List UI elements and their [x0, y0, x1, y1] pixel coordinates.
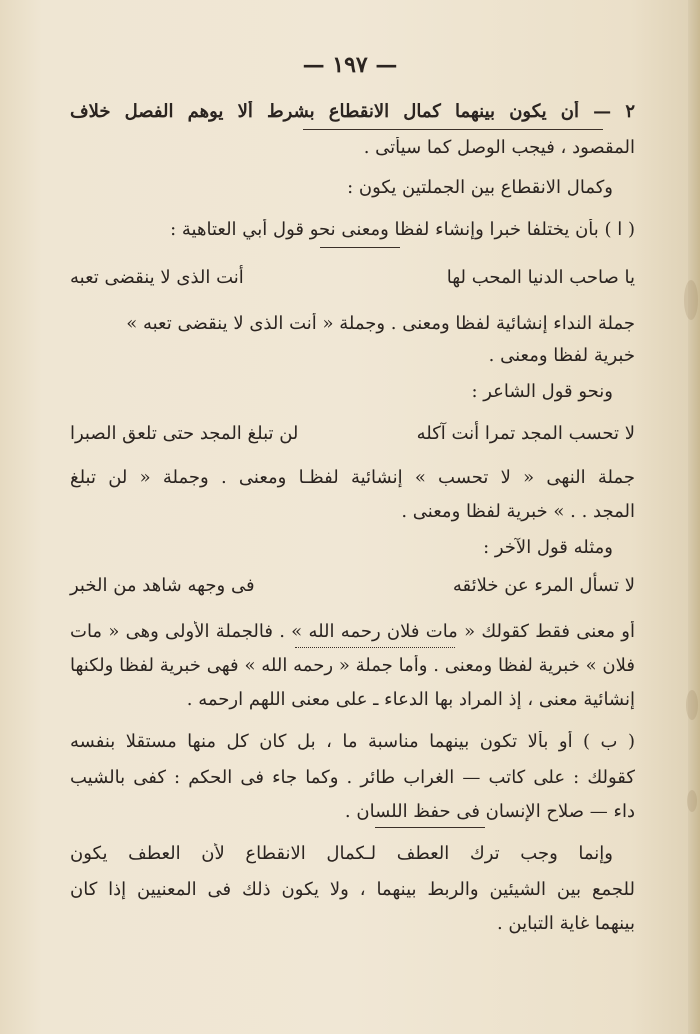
verse-line: [70, 575, 635, 596]
verse-first-hemistich: يا صاحب الدنيا المحب لها: [446, 267, 635, 288]
verse-line: [70, 423, 635, 444]
text-line: ونحو قول الشاعر :: [471, 381, 613, 402]
verse-second-hemistich: فى وجهه شاهد من الخبر: [70, 575, 255, 596]
underline-mark: [375, 827, 485, 828]
text-line: إنشائية معنى ، إذ المراد بها الدعاء ـ على معنى اللهم ارحمه .: [186, 689, 635, 710]
text-line: جملة النهى « لا تحسب » إنشائية لفظـا ومعنى . وجملة « لن تبلغ: [70, 467, 635, 488]
dotted-underline-mark: [295, 647, 455, 648]
verse-second-hemistich: لن تبلغ المجد حتى تلعق الصبرا: [70, 423, 299, 444]
text-line: داء — صلاح الإنسان فى حفظ اللسان .: [344, 801, 635, 822]
text-line: ( ا ) بأن يختلفا خبرا وإنشاء لفظا ومعنى نحو قول أبي العتاهية :: [170, 219, 635, 240]
verse-first-hemistich: لا تسأل المرء عن خلائقه: [452, 575, 635, 596]
text-line: وكمال الانقطاع بين الجملتين يكون :: [347, 177, 613, 198]
page-edge: [688, 0, 700, 1034]
text-line: ( ب ) أو بألا تكون بينهما مناسبة ما ، بل كان كل منها مستقلا بنفسه: [70, 731, 635, 752]
text-line: المجد . . » خبرية لفظا ومعنى .: [401, 501, 635, 522]
text-line: كقولك : على كاتب — الغراب طائر . وكما جاء فى الحكم : كفى بالشيب: [70, 767, 635, 788]
text-line: للجمع بين الشيئين والربط بينهما ، ولا يكون ذلك فى المعنيين إذا كان: [70, 879, 635, 900]
text-line: ومثله قول الآخر :: [483, 537, 613, 558]
paper-stain: [687, 790, 697, 812]
underline-mark: [303, 129, 603, 130]
text-line: خبرية لفظا ومعنى .: [488, 345, 635, 366]
text-line: ٢ — أن يكون بينهما كمال الانقطاع بشرط ألا يوهم الفصل خلاف: [70, 101, 635, 122]
paper-stain: [684, 280, 698, 320]
text-line: بينهما غاية التباين .: [496, 913, 635, 934]
verse-second-hemistich: أنت الذى لا ينقضى تعبه: [70, 267, 244, 288]
text-line: أو معنى فقط كقولك « مات فلان رحمه الله » . فالجملة الأولى وهى « مات: [70, 621, 635, 642]
paper-stain: [686, 690, 698, 720]
underline-mark: [320, 247, 400, 248]
page-number: — ١٩٧ —: [302, 52, 398, 78]
text-line: وإنما وجب ترك العطف لـكمال الانقطاع لأن العطف يكون: [70, 843, 613, 864]
text-line: المقصود ، فيجب الوصل كما سيأتى .: [363, 137, 635, 158]
verse-first-hemistich: لا تحسب المجد تمرا أنت آكله: [416, 423, 635, 444]
verse-line: [70, 267, 635, 288]
text-line: جملة النداء إنشائية لفظا ومعنى . وجملة « أنت الذى لا ينقضى تعبه »: [126, 313, 635, 334]
text-line: فلان » خبرية لفظا ومعنى . وأما جملة « رحمه الله » فهى خبرية لفظا ولكنها: [70, 655, 635, 676]
